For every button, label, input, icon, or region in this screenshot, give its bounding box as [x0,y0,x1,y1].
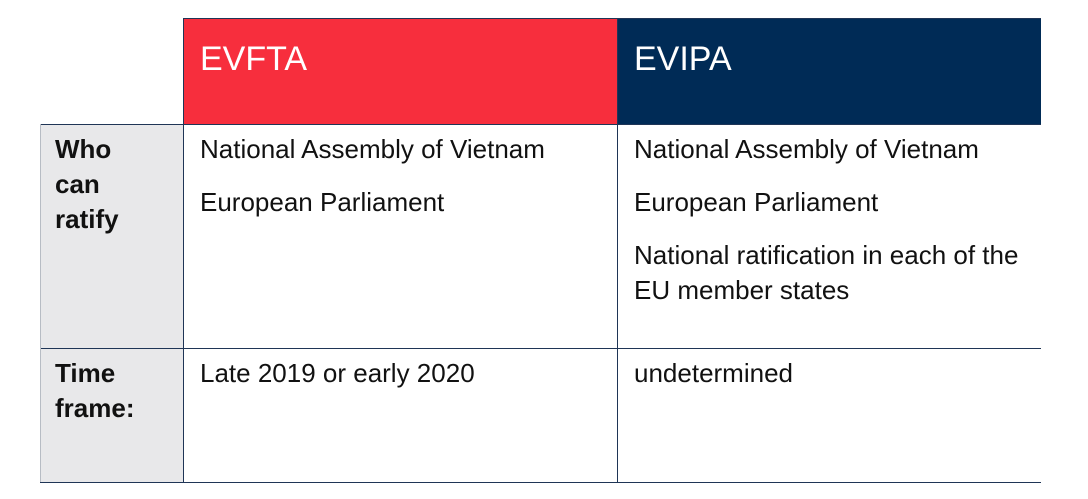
cell-evipa-ratify [617,124,1041,348]
cell-evipa-timeframe [617,348,1041,482]
grid-line-row-divider [40,348,1041,349]
grid-line-left-header [183,18,184,482]
header-evipa-label: EVIPA [634,40,732,78]
grid-line-top [183,18,1041,19]
row-label-text: Who can ratify [55,134,119,234]
cell-line: European Parliament [634,187,879,217]
cell-line: undetermined [634,358,793,388]
grid-line-middle [617,18,618,482]
cell-line: National ratification in each of the EU member states [634,240,1019,305]
row-label-who-can-ratify [40,124,183,348]
cell-evfta-ratify [183,124,617,348]
cell-line: Late 2019 or early 2020 [200,358,475,388]
grid-line-bottom [40,482,1041,483]
header-evfta [183,18,617,124]
header-evipa [617,18,1041,124]
cell-line: National Assembly of Vietnam [200,134,545,164]
cell-line: European Parliament [200,187,445,217]
header-evfta-label: EVFTA [200,40,308,78]
grid-line-left-outer [40,124,41,482]
grid-line-header-bottom [40,124,1041,125]
cell-evfta-timeframe [183,348,617,482]
row-label-text: Time frame: [55,358,135,423]
cell-line: National Assembly of Vietnam [634,134,979,164]
row-label-time-frame [40,348,183,482]
